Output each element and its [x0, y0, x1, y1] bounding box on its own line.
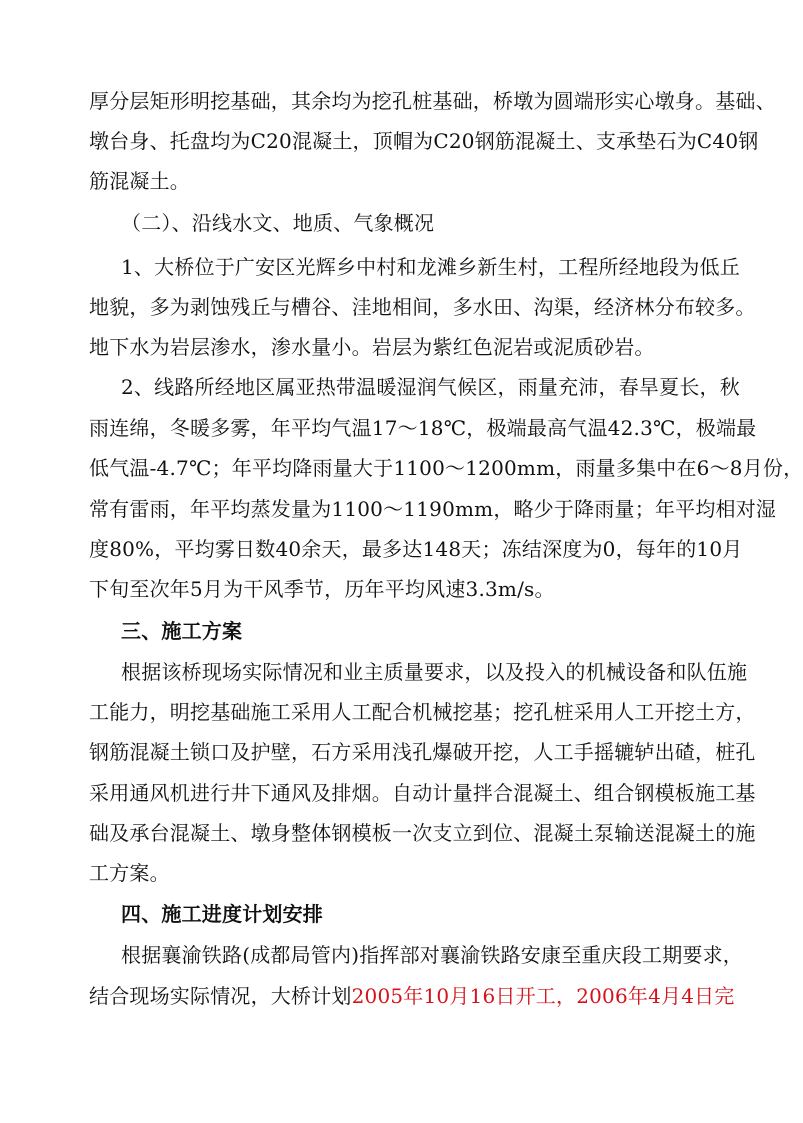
paragraph-line: 础及承台混凝土、墩身整体钢模板一次支立到位、混凝土泵输送混凝土的施: [89, 821, 756, 845]
paragraph-line: [89, 976, 735, 1016]
section-subheading: （二）、沿线水文、地质、气象概况: [121, 211, 435, 235]
paragraph-line: 2、线路所经地区属亚热带温暖湿润气候区，雨量充沛，春旱夏长，秋: [121, 375, 740, 399]
paragraph-line: 下旬至次年5月为干风季节，历年平均风速3.3m/s。: [89, 577, 555, 601]
paragraph-line: 度80%，平均雾日数40余天，最多达148天；冻结深度为0，每年的10月: [89, 537, 743, 561]
paragraph-line: 根据襄渝铁路(成都局管内)指挥部对襄渝铁路安康至重庆段工期要求，: [121, 943, 744, 967]
paragraph-line: 雨连绵，冬暖多雾，年平均气温17～18℃，极端最高气温42.3℃，极端最: [89, 416, 757, 440]
paragraph-line: 工方案。: [89, 861, 170, 885]
paragraph-line: 筋混凝土。: [89, 169, 190, 193]
paragraph-line: 厚分层矩形明挖基础，其余均为挖孔桩基础，桥墩为圆端形实心墩身。基础、: [89, 89, 776, 113]
paragraph-line: 低气温-4.7℃；年平均降雨量大于1100～1200mm，雨量多集中在6～8月份，: [89, 456, 803, 480]
paragraph-line: 钢筋混凝土锁口及护壁，石方采用浅孔爆破开挖，人工手摇辘轳出碴，桩孔: [89, 740, 756, 764]
paragraph-line: 工能力，明挖基础施工采用人工配合机械挖基；挖孔桩采用人工开挖土方，: [89, 700, 756, 724]
paragraph-line: 墩台身、托盘均为C20混凝土，顶帽为C20钢筋混凝土、支承垫石为C40钢: [89, 129, 759, 153]
schedule-dates-highlight: 2005年10月16日开工，2006年4月4日完: [351, 984, 735, 1008]
section-heading: 四、施工进度计划安排: [121, 902, 323, 926]
section-heading: 三、施工方案: [121, 619, 243, 643]
paragraph-line: 1、大桥位于广安区光辉乡中村和龙滩乡新生村，工程所经地段为低丘: [121, 255, 740, 279]
paragraph-line: 采用通风机进行井下通风及排烟。自动计量拌合混凝土、组合钢模板施工基: [89, 781, 756, 805]
paragraph-line: 地貌，多为剥蚀残丘与槽谷、洼地相间，多水田、沟渠，经济林分布较多。: [89, 295, 756, 319]
paragraph-line: 常有雷雨，年平均蒸发量为1100～1190mm，略少于降雨量；年平均相对湿: [89, 497, 777, 521]
paragraph-line: 地下水为岩层渗水，渗水量小。岩层为紫红色泥岩或泥质砂岩。: [89, 335, 655, 359]
plan-lead-text: 结合现场实际情况，大桥计划: [89, 984, 352, 1008]
paragraph-line: 根据该桥现场实际情况和业主质量要求，以及投入的机械设备和队伍施: [121, 660, 748, 684]
